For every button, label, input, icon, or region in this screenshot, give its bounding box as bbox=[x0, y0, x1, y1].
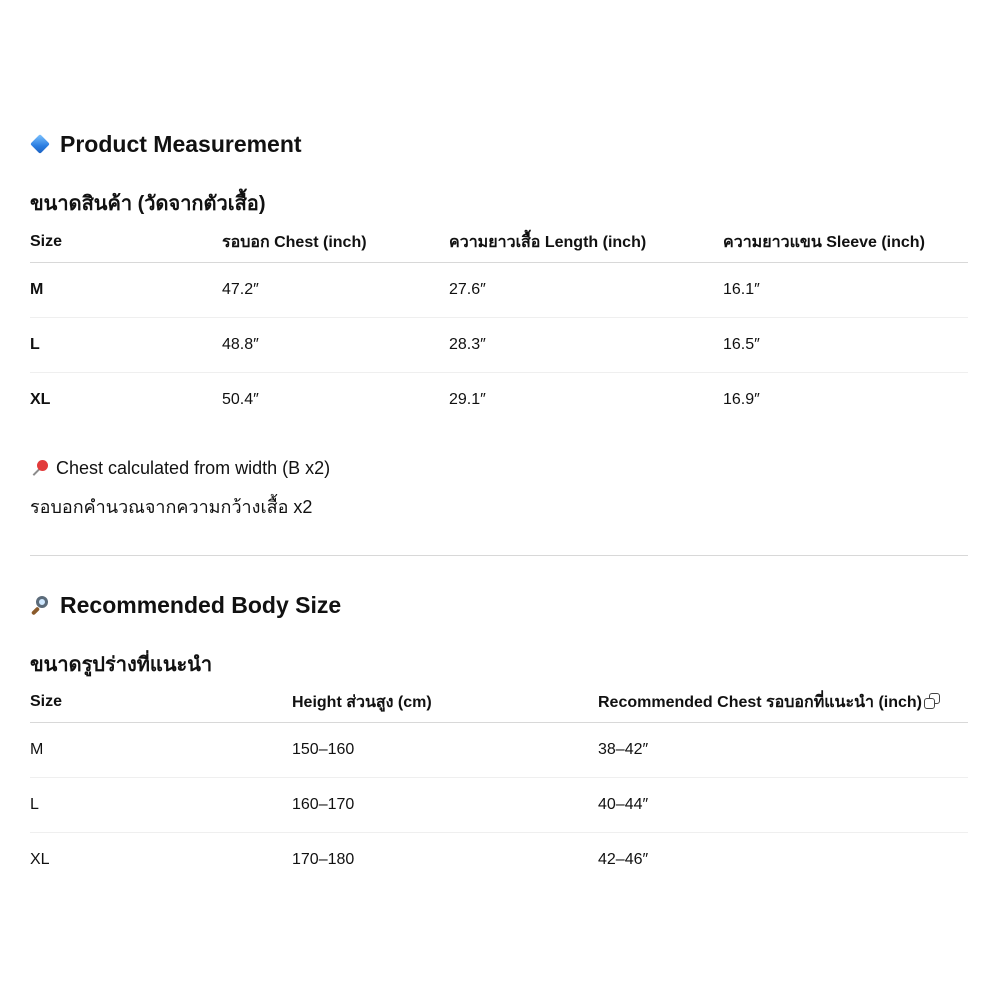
pushpin-icon bbox=[30, 459, 50, 479]
chest-cell: 48.8″ bbox=[222, 318, 449, 373]
size-cell: L bbox=[30, 318, 222, 373]
product-measurement-title: Product Measurement bbox=[60, 131, 302, 157]
table-row bbox=[30, 263, 968, 318]
column-header-size: Size bbox=[30, 682, 292, 723]
height-cell: 170–180 bbox=[292, 851, 355, 868]
table-row bbox=[30, 373, 968, 428]
size-cell: XL bbox=[30, 391, 51, 408]
recommended-body-size-heading bbox=[30, 592, 341, 619]
product-measurement-heading bbox=[30, 131, 302, 158]
chest-note-text: Chest calculated from width (B x2) bbox=[56, 458, 331, 478]
column-header-size: Size bbox=[30, 222, 222, 263]
table-header-row bbox=[30, 222, 968, 263]
length-cell: 27.6″ bbox=[449, 263, 723, 318]
size-cell: M bbox=[30, 263, 222, 318]
table-row bbox=[30, 833, 968, 888]
size-cell: M bbox=[30, 723, 292, 778]
chest-cell: 47.2″ bbox=[222, 263, 449, 318]
recommended-chest-cell: 38–42″ bbox=[598, 723, 968, 778]
table-row bbox=[30, 723, 968, 778]
size-cell: L bbox=[30, 778, 292, 833]
size-cell: XL bbox=[30, 851, 50, 868]
section-divider bbox=[30, 555, 968, 556]
blue-diamond-icon bbox=[30, 134, 52, 156]
sleeve-cell: 16.9″ bbox=[723, 391, 760, 408]
column-header-height: Height ส่วนสูง (cm) bbox=[292, 682, 598, 723]
table-header-row bbox=[30, 682, 968, 723]
copy-icon[interactable] bbox=[924, 693, 942, 711]
product-measurement-table bbox=[30, 222, 968, 427]
recommended-body-size-title: Recommended Body Size bbox=[60, 592, 342, 618]
column-header-chest: รอบอก Chest (inch) bbox=[222, 222, 449, 263]
recommended-chest-header-label: Recommended Chest รอบอกที่แนะนำ (inch) bbox=[598, 693, 922, 711]
column-header-recommended-chest bbox=[598, 682, 968, 723]
height-cell: 150–160 bbox=[292, 723, 598, 778]
table-row bbox=[30, 318, 968, 373]
recommended-body-size-table bbox=[30, 682, 968, 887]
column-header-sleeve: ความยาวแขน Sleeve (inch) bbox=[723, 222, 968, 263]
recommended-chest-cell: 40–44″ bbox=[598, 778, 968, 833]
chest-note-line1 bbox=[30, 458, 330, 479]
recommended-body-size-subtitle: ขนาดรูปร่างที่แนะนำ bbox=[30, 654, 213, 676]
column-header-length: ความยาวเสื้อ Length (inch) bbox=[449, 222, 723, 263]
chest-note-line2: รอบอกคำนวณจากความกว้างเสื้อ x2 bbox=[30, 497, 313, 517]
chest-cell: 50.4″ bbox=[222, 391, 259, 408]
length-cell: 28.3″ bbox=[449, 318, 723, 373]
recommended-chest-cell: 42–46″ bbox=[598, 851, 649, 868]
length-cell: 29.1″ bbox=[449, 391, 486, 408]
height-cell: 160–170 bbox=[292, 778, 598, 833]
table-row bbox=[30, 778, 968, 833]
magnifying-glass-icon bbox=[30, 595, 52, 617]
sleeve-cell: 16.1″ bbox=[723, 263, 968, 318]
sleeve-cell: 16.5″ bbox=[723, 318, 968, 373]
product-measurement-subtitle: ขนาดสินค้า (วัดจากตัวเสื้อ) bbox=[30, 193, 266, 215]
